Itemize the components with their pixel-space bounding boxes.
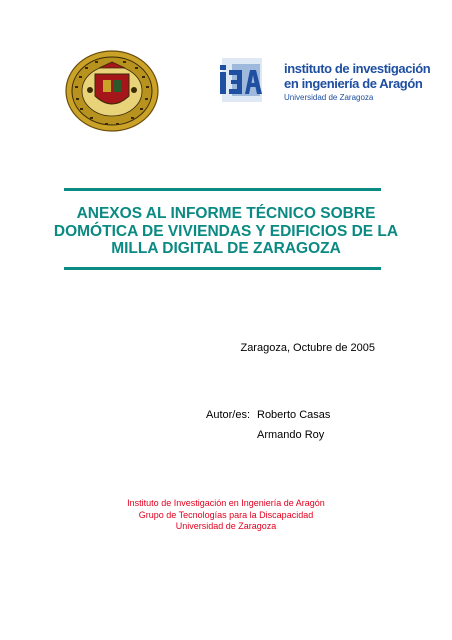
institute-name-line1: instituto de investigación — [284, 61, 431, 76]
document-title: ANEXOS AL INFORME TÉCNICO SOBRE DOMÓTICA DE VIVIENDAS Y EDIFICIOS DE LA MILLA DIGITAL DE ZARAGOZA — [53, 205, 399, 257]
place-date: Zaragoza, Octubre de 2005 — [240, 342, 375, 354]
author-name: Roberto Casas — [257, 409, 331, 421]
author-name: Armando Roy — [257, 429, 325, 441]
university-seal — [65, 50, 159, 132]
institute-logotype — [284, 61, 444, 103]
title-rule-top — [64, 188, 381, 191]
footer-institute: Instituto de Investigación en Ingeniería de Aragón — [127, 498, 325, 508]
institution-footer — [90, 498, 362, 533]
institute-university: Universidad de Zaragoza — [284, 93, 374, 102]
title-rule-bottom — [64, 267, 381, 270]
institute-name-line2: en ingeniería de Aragón — [284, 76, 423, 91]
footer-group: Grupo de Tecnologías para la Discapacidad — [138, 509, 314, 520]
i3a-logo-icon — [218, 56, 264, 104]
footer-university: Universidad de Zaragoza — [175, 521, 277, 531]
authors-label: Autor/es: — [206, 409, 251, 421]
